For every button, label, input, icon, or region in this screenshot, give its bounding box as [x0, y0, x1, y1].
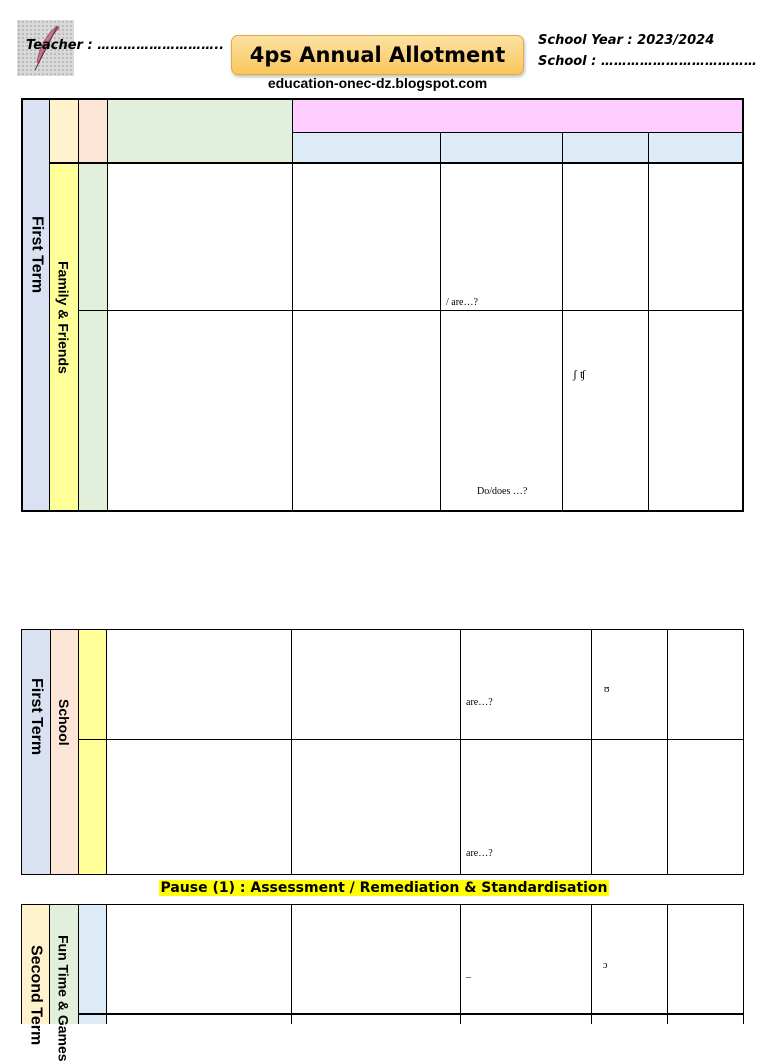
cell-note: ɔ [603, 960, 608, 971]
cell-note: are…? [466, 697, 493, 708]
unit-cell [50, 630, 78, 874]
cell-note: / are…? [446, 297, 478, 308]
term-cell [22, 99, 49, 511]
term-cell [22, 630, 50, 874]
cell-note: Do/does …? [477, 486, 528, 497]
term-label: First Term [28, 216, 46, 294]
header-cell-group [292, 99, 743, 133]
pause-banner [0, 880, 768, 896]
unit-cell [49, 163, 78, 511]
teacher-label: Teacher : ……………………….. [26, 38, 225, 53]
cell-note: _ [466, 968, 471, 979]
cell-note: are…? [466, 848, 493, 859]
school-year-label: School Year : 2023/2024 [538, 33, 715, 48]
unit-label: Fun Time & Games [55, 935, 72, 1062]
unit-cell [49, 905, 78, 1062]
term-label: First Term [28, 678, 45, 756]
unit-label: School [56, 698, 72, 746]
term-cell [22, 905, 49, 1046]
lesson-column [78, 630, 107, 874]
school-label: School : ……………………………… [538, 54, 757, 69]
lesson-column [78, 905, 107, 1024]
lesson-column [78, 163, 107, 511]
pause-text: Pause (1) : Assessment / Remediation & Standardisation [160, 880, 608, 896]
unit-label: Family & Friends [55, 260, 72, 374]
term-label: Second Term [27, 945, 45, 1046]
cell-note: ʊ [604, 684, 610, 695]
page-title: 4ps Annual Allotment [231, 35, 524, 75]
cell-note: ʃ ʧ [573, 367, 586, 381]
header-cell-week [78, 99, 107, 163]
header-cell-sequence [107, 99, 292, 163]
website-link[interactable]: education-onec-dz.blogspot.com [267, 75, 488, 91]
header-subcell [292, 133, 743, 163]
header-cell-unit [49, 99, 78, 163]
